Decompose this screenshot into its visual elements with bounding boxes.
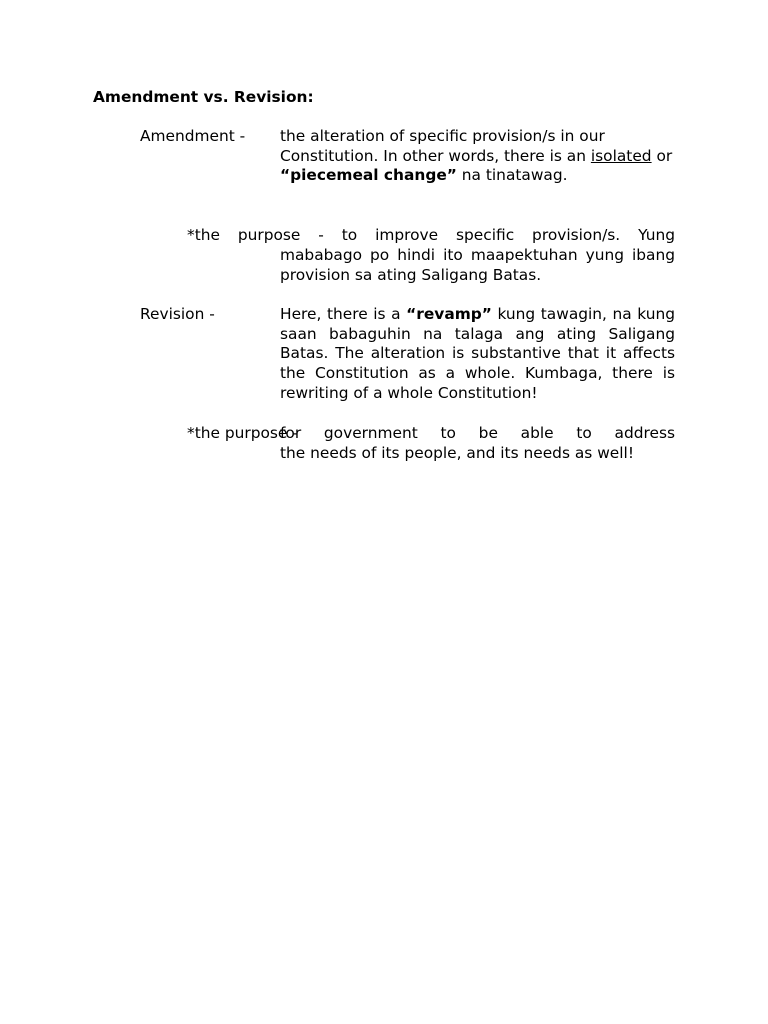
piecemeal-change-bold: “piecemeal change”: [280, 166, 457, 185]
amendment-purpose-line: *the purpose - to improve specific provision/s. Yung: [187, 226, 675, 244]
document-title: Amendment vs. Revision:: [93, 88, 314, 106]
amendment-definition-text-2: or: [651, 146, 673, 165]
revision-purpose-label: *the purpose -: [187, 424, 298, 442]
revision-term: Revision -: [140, 305, 215, 323]
revision-purpose-continuation: the needs of its people, and its needs as well!: [280, 444, 634, 462]
isolated-underlined: isolated: [590, 146, 652, 165]
revision-definition: [280, 305, 675, 404]
amendment-definition-text-1: the alteration of specific provision/s in our Constitution. In other words, there is an: [280, 127, 605, 165]
revision-definition-text-2: kung tawagin, na kung saan babaguhin na talaga ang ating Saligang Batas. The alteration is substantive that it affects the Constitution as a whole. Kumbaga, there is rewriting of a whole Constitution!: [280, 305, 675, 402]
amendment-definition: [280, 127, 675, 186]
amendment-term: Amendment -: [140, 127, 246, 145]
amendment-purpose-continuation: mababago po hindi ito maapektuhan yung ibang provision sa ating Saligang Batas.: [280, 246, 675, 284]
revision-definition-text-1: Here, there is a: [280, 305, 407, 323]
amendment-definition-text-3: na tinatawag.: [456, 166, 568, 185]
revision-purpose-first-line: for government to be able to address: [280, 424, 675, 442]
revamp-bold: “revamp”: [406, 305, 492, 323]
